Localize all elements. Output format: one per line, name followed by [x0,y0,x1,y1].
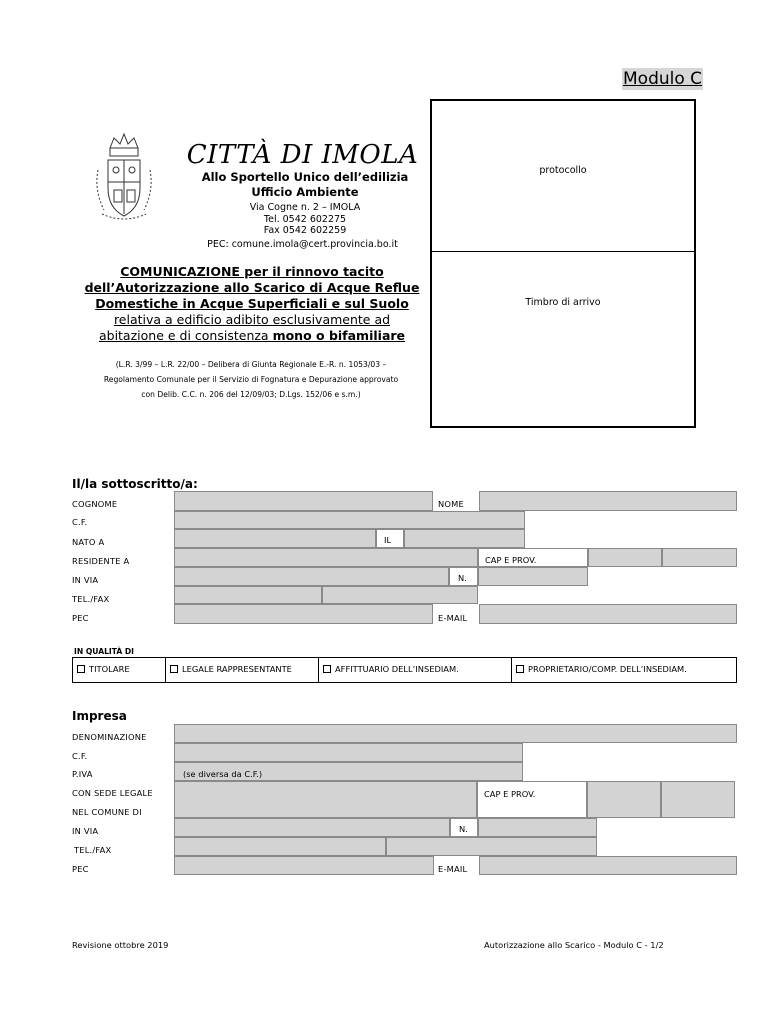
impresa-tel-field[interactable] [174,837,386,856]
legal-references: (L.R. 3/99 – L.R. 22/00 – Delibera di Giunta Regionale E.-R. n. 1053/03 – Regolamento Comunale per il Servizio di Fognatura e Depurazione approvato con Delib. C.C. n. 206 del 12/09/03; D.Lgs. 152/06 e s.m.) [103,360,399,399]
footer-page-info: Autorizzazione allo Scarico - Modulo C - 1/2 [484,940,664,950]
n-cell [449,567,478,586]
pec-label: PEC [72,613,89,623]
impresa-fax-field[interactable] [386,837,597,856]
prov-field[interactable] [662,548,737,567]
impresa-cap-prov-cell [477,781,587,818]
email-label: E-MAIL [438,613,468,623]
impresa-via-field[interactable] [174,818,450,837]
document-title: COMUNICAZIONE per il rinnovo tacito dell’Autorizzazione allo Scarico di Acque Reflue Domestiche in Acque Superficiali e sul Suolo relativa a edificio adibito esclusivamente ad abitazione e di consistenza mono o bifamiliare [84,264,420,343]
nato-a-label: NATO A [72,537,105,547]
option-legale-rappresentante[interactable]: LEGALE RAPPRESENTANTE [166,658,319,682]
stamp-divider [432,251,694,252]
stamp-box [430,99,696,428]
il-label: IL [384,535,392,545]
option-affittuario[interactable]: AFFITTUARIO DELL’INSEDIAM. [319,658,512,682]
tel-field[interactable] [174,586,322,604]
protocollo-label: protocollo [539,165,587,176]
il-cell [376,529,404,548]
piva-note: (se diversa da C.F.) [183,769,263,779]
impresa-n-label: N. [459,824,468,834]
email-field[interactable] [479,604,737,624]
piva-label: P.IVA [72,769,93,779]
city-name: CITTÀ DI IMOLA [186,140,419,170]
n-label: N. [458,573,467,583]
impresa-heading: Impresa [72,709,127,723]
sede-legale-label: CON SEDE LEGALE [72,788,153,798]
option-proprietario[interactable]: PROPRIETARIO/COMP. DELL’INSEDIAM. [512,658,736,682]
residente-field[interactable] [174,548,478,567]
office-name: Allo Sportello Unico dell’edilizia Ufficio Ambiente [201,170,409,199]
cap-field[interactable] [588,548,662,567]
fax-field[interactable] [322,586,478,604]
civico-field[interactable] [478,567,588,586]
impresa-tel-fax-label: TEL./FAX [74,845,112,855]
sede-comune-field[interactable] [174,781,477,818]
denominazione-field[interactable] [174,724,737,743]
data-nascita-field[interactable] [404,529,525,548]
checkbox-icon [323,665,331,673]
impresa-cap-prov-label: CAP E PROV. [484,789,536,799]
impresa-cap-field[interactable] [587,781,661,818]
impresa-cf-label: C.F. [72,751,88,761]
cap-prov-cell [478,548,588,567]
cognome-field[interactable] [174,491,433,511]
timbro-label: Timbro di arrivo [525,297,601,308]
cf-label: C.F. [72,517,88,527]
footer-revision: Revisione ottobre 2019 [72,940,169,950]
denominazione-label: DENOMINAZIONE [72,732,147,742]
sottoscritto-heading: Il/la sottoscritto/a: [72,477,198,491]
in-via-label: IN VIA [72,575,99,585]
residente-label: RESIDENTE A [72,556,130,566]
impresa-pec-field[interactable] [174,856,434,875]
cap-prov-label: CAP E PROV. [485,555,537,565]
checkbox-icon [516,665,524,673]
option-titolare[interactable]: TITOLARE [73,658,166,682]
qualita-heading: IN QUALITÀ DI [74,647,134,656]
nome-label: NOME [438,499,464,509]
impresa-pec-label: PEC [72,864,89,874]
impresa-via-label: IN VIA [72,826,99,836]
qualita-options [72,657,737,683]
cognome-label: COGNOME [72,499,118,509]
impresa-cf-field[interactable] [174,743,523,762]
office-pec: PEC: comune.imola@cert.provincia.bo.it [207,239,398,250]
piva-field[interactable] [174,762,523,781]
cf-field[interactable] [174,511,525,529]
nel-comune-label: NEL COMUNE DI [72,807,142,817]
impresa-prov-field[interactable] [661,781,735,818]
checkbox-icon [77,665,85,673]
impresa-civico-field[interactable] [478,818,597,837]
pec-field[interactable] [174,604,433,624]
via-field[interactable] [174,567,449,586]
nome-field[interactable] [479,491,737,511]
tel-fax-label: TEL./FAX [72,594,110,604]
checkbox-icon [170,665,178,673]
module-label: Modulo C [623,69,703,89]
nato-a-field[interactable] [174,529,376,548]
impresa-email-label: E-MAIL [438,864,468,874]
office-address: Via Cogne n. 2 – IMOLA Tel. 0542 602275 Fax 0542 602259 [249,202,361,236]
impresa-email-field[interactable] [479,856,737,875]
city-coat-of-arms-icon [92,130,156,226]
impresa-n-cell [450,818,478,837]
